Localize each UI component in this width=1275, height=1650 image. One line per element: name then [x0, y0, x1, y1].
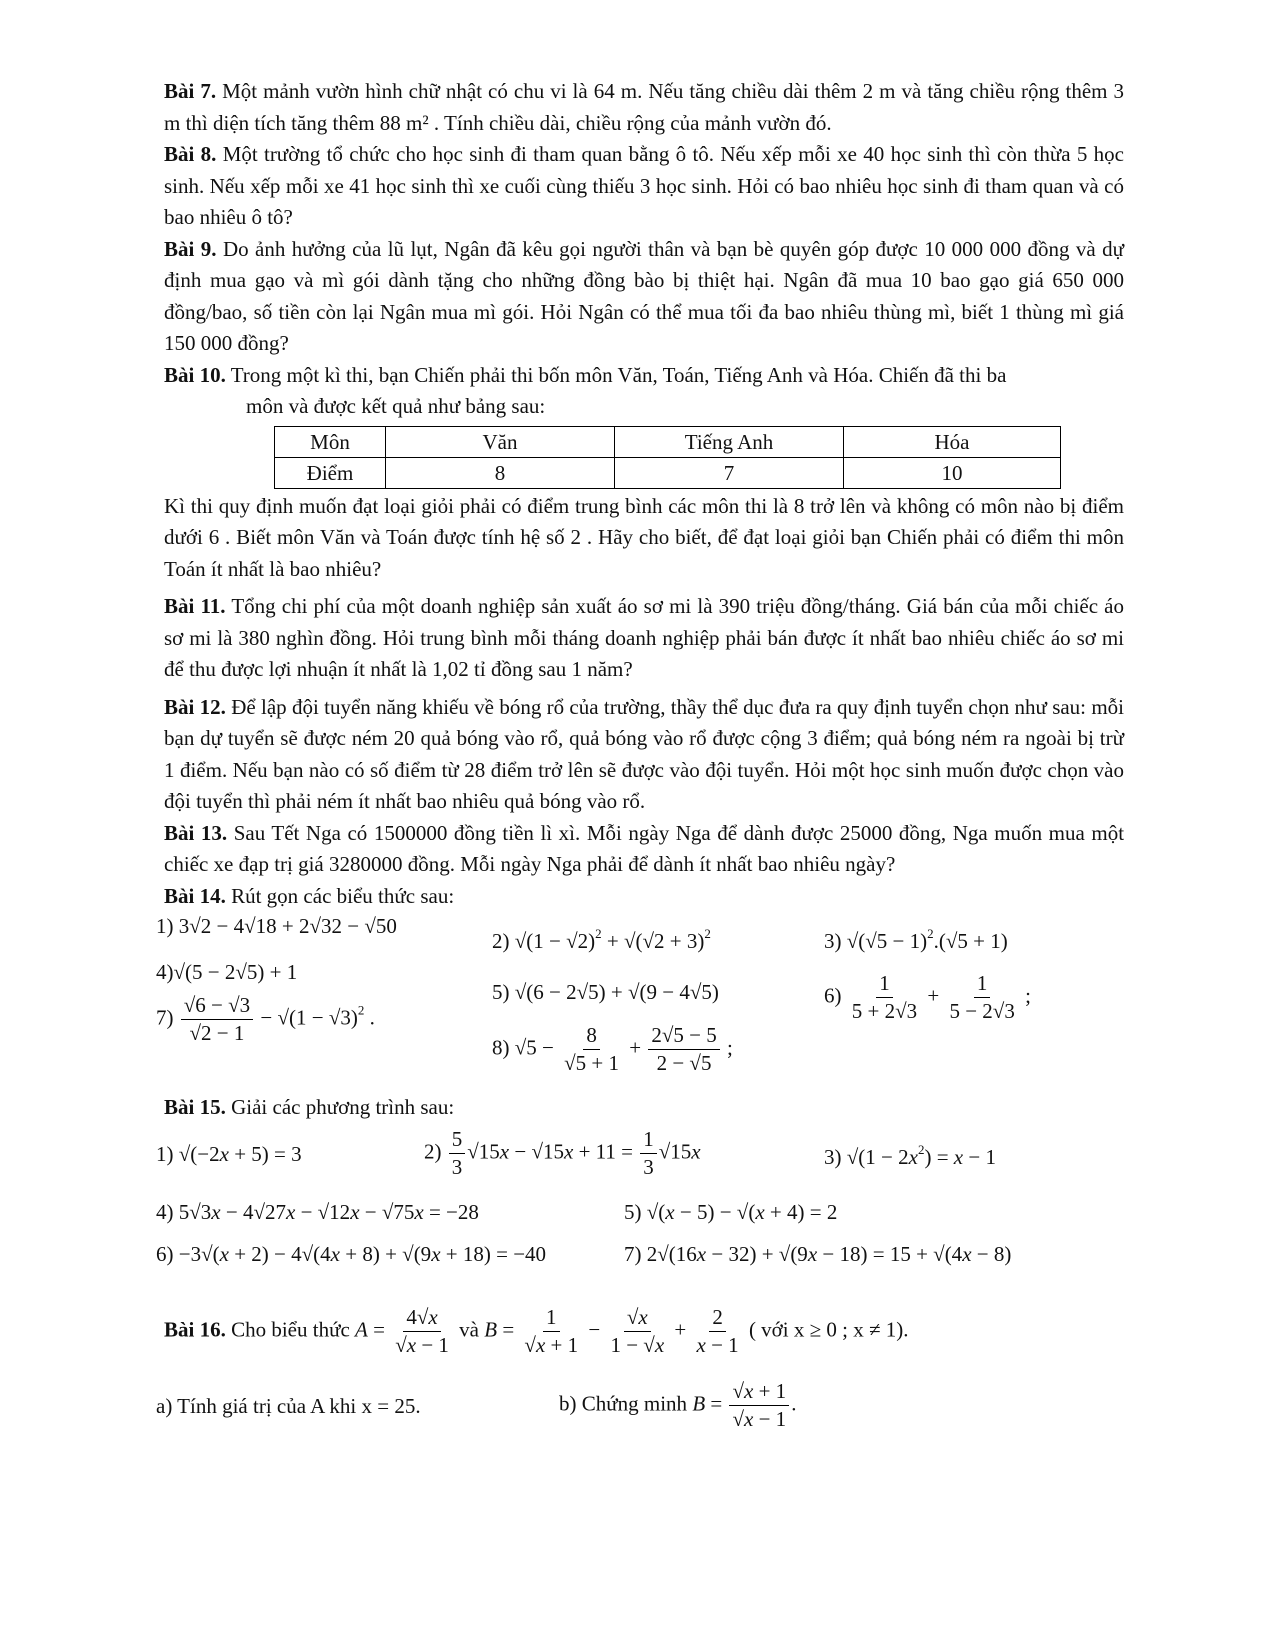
score-table [274, 426, 1061, 489]
expr-8: 8) √5 − $\frac{8}{√5 + 1}$ + $\frac{2√5 - 5}{2 - √5}$ ; [492, 1023, 733, 1076]
worksheet-page [156, 76, 1125, 1444]
problem-label: Bài 10. [164, 362, 226, 387]
equation-7: 7) 2√(16x − 32) + √(9x − 18) = 15 + √(4x − 8) [624, 1241, 1012, 1266]
table-cell: Hóa [844, 426, 1061, 457]
equation-1: 1) √(−2x + 5) = 3 [156, 1141, 302, 1166]
problem-14: Bài 14. Rút gọn các biểu thức sau: [164, 883, 455, 908]
problem-12: Bài 12. Để lập đội tuyển năng khiếu về bóng rổ của trường, thầy thể dục đưa ra quy định tuyển chọn như sau: mỗi bạn dự tuyển sẽ được ném 20 quả bóng vào rổ, quả bóng vào rổ được cộng 3 điểm; quả bóng ném ra ngoài bị trừ 1 điểm. Nếu bạn nào có số điểm từ 28 điểm trở lên sẽ được vào đội tuyển. Hỏi một học sinh muốn được chọn vào đội tuyển thì phải ném ít nhất bao nhiêu quả bóng vào rổ. [164, 694, 1125, 813]
equation-4: 4) 5√3x − 4√27x − √12x − √75x = −28 [156, 1199, 479, 1224]
problem-label: Bài 11. [164, 594, 226, 618]
expr-6: 6) $\frac{1}{5 + 2√3}$ + $\frac{1}{5 - 2√3}$ ; [824, 971, 1031, 1024]
equation-3: 3) $√(1 - 2x^2) = x - 1$ [824, 1141, 996, 1169]
table-cell: Tiếng Anh [615, 426, 844, 457]
problem-label: Bài 15. [164, 1095, 226, 1119]
problem-8: Bài 8. Một trường tổ chức cho học sinh đi tham quan bằng ô tô. Nếu xếp mỗi xe 40 học sinh thì còn thừa 5 học sinh. Nếu xếp mỗi xe 41 học sinh thì xe cuối cùng thiếu 3 học sinh. Hỏi có bao nhiêu học sinh đi tham quan và có bao nhiêu ô tô? [164, 142, 1125, 229]
problem-label: Bài 7. [164, 79, 217, 103]
problem-13: Bài 13. Sau Tết Nga có 1500000 đồng tiền lì xì. Mỗi ngày Nga để dành được 25000 đồng, Nga muốn mua một chiếc xe đạp trị giá 3280000 đồng. Mỗi ngày Nga phải để dành ít nhất bao nhiêu ngày? [164, 820, 1125, 876]
table-row [275, 426, 1061, 457]
expr-3: 3) $√(√5 - 1)^2.(√5 + 1)$ [824, 926, 1008, 953]
table-cell: Môn [275, 426, 386, 457]
table-cell: Điểm [275, 457, 386, 488]
problem-7: Bài 7. Một mảnh vườn hình chữ nhật có chu vi là 64 m. Nếu tăng chiều dài thêm 2 m và tăng chiều rộng thêm 3 m thì diện tích tăng thêm 88 m² . Tính chiều dài, chiều rộng của mảnh vườn đó. [164, 79, 1125, 135]
problem-label: Bài 12. [164, 694, 226, 719]
problem-9: Bài 9. Do ảnh hưởng của lũ lụt, Ngân đã kêu gọi người thân và bạn bè quyên góp được 10 000 000 đồng và dự định mua gạo và mì gói dành tặng cho những đồng bào bị thiệt hại. Ngân đã mua 10 bao gạo giá 650 000 đồng/bao, số tiền còn lại Ngân mua mì gói. Hỏi Ngân có thể mua tối đa bao nhiêu thùng mì, biết 1 thùng mì giá 150 000 đồng? [164, 236, 1125, 355]
problem-16: Bài 16. Cho biểu thức A = $\frac{4√x}{√x - 1}$ và B = $\frac{1}{√x + 1}$ − $\frac{√x}{1 - √x}$ + $\frac{2}{x - 1}$ ( với x ≥ 0 ; x ≠ 1). a) Tính giá trị của A khi x = 25. b) Chứng minh B = $\frac{√x + 1}{√x - 1}$ . [156, 1304, 909, 1431]
problem-15: Bài 15. Giải các phương trình sau: [164, 1095, 455, 1119]
table-cell: Văn [386, 426, 615, 457]
table-row [275, 457, 1061, 488]
expr-4: 4)√(5 − 2√5) + 1 [156, 960, 298, 984]
expr-1: 1) 3√2 − 4√18 + 2√32 − √50 [156, 914, 397, 938]
problem-label: Bài 9. [164, 236, 217, 261]
expr-2: 2) $√(1 - √2)^2 + √(√2 + 3)^2$ [492, 926, 711, 953]
problem-10-body: Kì thi quy định muốn đạt loại giỏi phải có điểm trung bình các môn thi là 8 trở lên và không có môn nào bị điểm dưới 6 . Biết môn Văn và Toán được tính hệ số 2 . Hãy cho biết, để đạt loại giỏi bạn Chiến phải có điểm thi môn Toán ít nhất là bao nhiêu? [164, 493, 1124, 581]
problem-10-line2: môn và được kết quả như bảng sau: [246, 394, 546, 418]
expr-7: 7) $\frac{√6 - √3}{√2 - 1}$ − $√(1 - √3)^2$ . [156, 993, 375, 1046]
problem-16-part-a: a) Tính giá trị của A khi x = 25. [156, 1393, 421, 1418]
problem-15-equations [156, 1124, 1124, 1304]
problem-14-expressions [156, 912, 1124, 1092]
table-cell: 7 [615, 457, 844, 488]
expr-5: 5) √(6 − 2√5) + √(9 − 4√5) [492, 980, 719, 1004]
problem-label: Bài 13. [164, 820, 228, 845]
table-cell: 8 [386, 457, 615, 488]
problem-10: Bài 10. Trong một kì thi, bạn Chiến phải thi bốn môn Văn, Toán, Tiếng Anh và Hóa. Chiến đã thi ba [164, 362, 1007, 387]
problem-label: Bài 16. [164, 1316, 226, 1341]
problem-16-part-b: b) Chứng minh B = $\frac{√x + 1}{√x - 1}$ . [559, 1378, 797, 1431]
problem-label: Bài 8. [164, 142, 217, 166]
equation-2: 2) $\frac{5}{3}$ √15x − √15x + 11 = $\frac{1}{3}$ √15x [424, 1126, 701, 1179]
table-cell: 10 [844, 457, 1061, 488]
equation-6: 6) −3√(x + 2) − 4√(4x + 8) + √(9x + 18) = −40 [156, 1241, 547, 1266]
problem-label: Bài 14. [164, 883, 226, 908]
equation-5: 5) √(x − 5) − √(x + 4) = 2 [624, 1199, 838, 1224]
problem-11: Bài 11. Tổng chi phí của một doanh nghiệp sản xuất áo sơ mi là 390 triệu đồng/tháng. Giá bán của mỗi chiếc áo sơ mi là 380 nghìn đồng. Hỏi trung bình mỗi tháng doanh nghiệp phải bán được ít nhất bao nhiêu chiếc áo sơ mi để thu được lợi nhuận ít nhất là 1,02 tỉ đồng sau 1 năm? [164, 594, 1124, 681]
